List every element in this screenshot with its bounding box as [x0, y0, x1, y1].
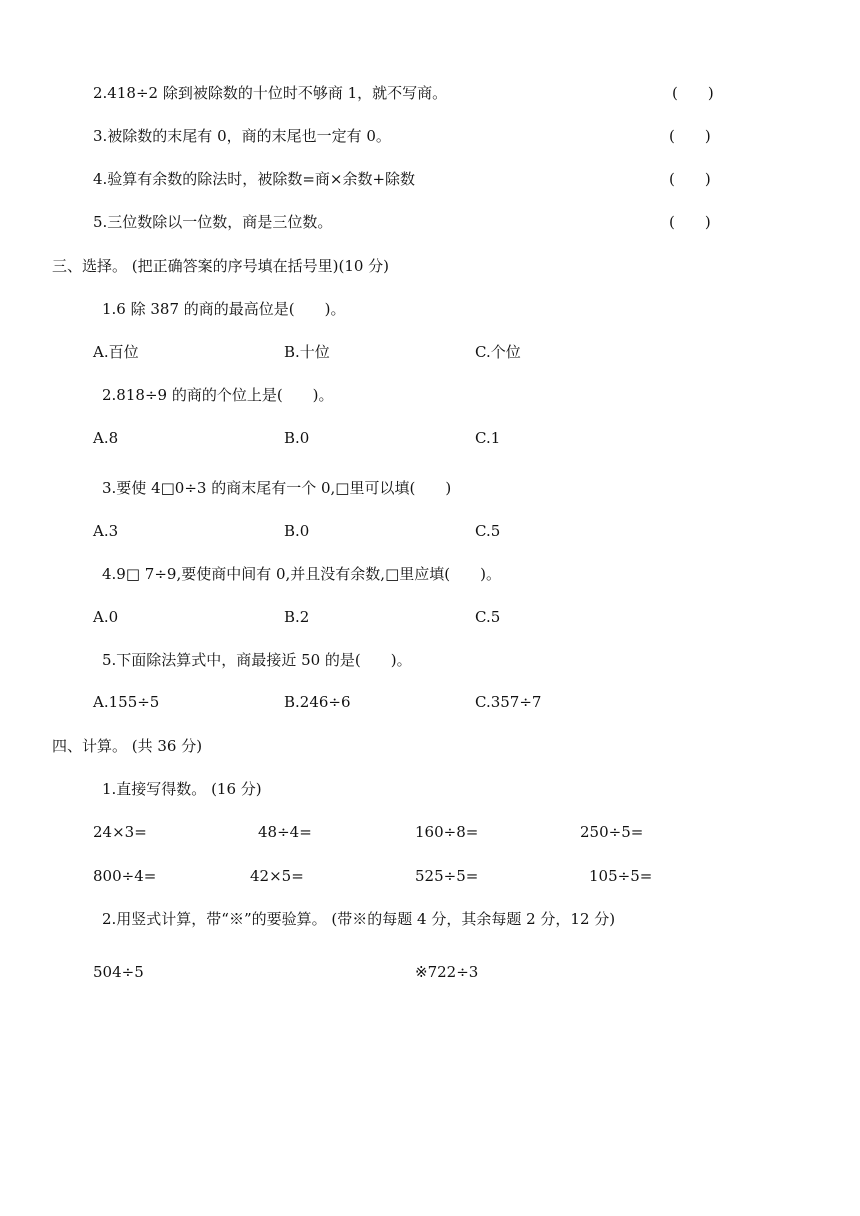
- answer-paren: ( ): [669, 127, 711, 145]
- judge-item-2: 2.418÷2 除到被除数的十位时不够商 1，就不写商。: [93, 84, 448, 102]
- judge-item-5: 5.三位数除以一位数，商是三位数。: [93, 213, 333, 231]
- judge-item-3: 3.被除数的末尾有 0，商的末尾也一定有 0。: [93, 127, 391, 145]
- mental-math-item: 42×5=: [250, 867, 304, 885]
- vertical-calc-problem: ※722÷3: [415, 963, 479, 981]
- choice-option: B.十位: [284, 343, 330, 361]
- section-heading-calc: 四、计算。 (共 36 分): [52, 737, 203, 755]
- choice-option: A.百位: [93, 343, 139, 361]
- choice-question-3: 3.要使 4□0÷3 的商末尾有一个 0,□里可以填( ): [102, 479, 452, 497]
- choice-option: A.155÷5: [93, 693, 160, 711]
- answer-paren: ( ): [669, 213, 711, 231]
- choice-question-2: 2.818÷9 的商的个位上是( )。: [102, 386, 334, 404]
- choice-question-5: 5.下面除法算式中，商最接近 50 的是( )。: [102, 651, 412, 669]
- choice-option: C.1: [475, 429, 501, 447]
- calc-part1-title: 1.直接写得数。 (16 分): [102, 780, 262, 798]
- section-heading-choice: 三、选择。 (把正确答案的序号填在括号里)(10 分): [52, 257, 390, 275]
- vertical-calc-problem: 504÷5: [93, 963, 144, 981]
- choice-option: B.246÷6: [284, 693, 351, 711]
- answer-paren: ( ): [669, 170, 711, 188]
- choice-option: C.5: [475, 522, 501, 540]
- choice-option: B.2: [284, 608, 310, 626]
- calc-part2-title: 2.用竖式计算，带“※”的要验算。 (带※的每题 4 分，其余每题 2 分，12 分): [102, 910, 616, 928]
- choice-option: A.0: [93, 608, 119, 626]
- choice-option: C.5: [475, 608, 501, 626]
- mental-math-item: 24×3=: [93, 823, 147, 841]
- choice-option: C.个位: [475, 343, 521, 361]
- choice-option: A.8: [93, 429, 119, 447]
- mental-math-item: 48÷4=: [258, 823, 312, 841]
- choice-option: A.3: [93, 522, 119, 540]
- choice-option: B.0: [284, 522, 310, 540]
- mental-math-item: 105÷5=: [589, 867, 653, 885]
- judge-item-4: 4.验算有余数的除法时，被除数=商×余数+除数: [93, 170, 416, 188]
- choice-question-1: 1.6 除 387 的商的最高位是( )。: [102, 300, 346, 318]
- choice-option: B.0: [284, 429, 310, 447]
- mental-math-item: 525÷5=: [415, 867, 479, 885]
- answer-paren: ( ): [672, 84, 714, 102]
- mental-math-item: 160÷8=: [415, 823, 479, 841]
- mental-math-item: 800÷4=: [93, 867, 157, 885]
- mental-math-item: 250÷5=: [580, 823, 644, 841]
- choice-option: C.357÷7: [475, 693, 542, 711]
- choice-question-4: 4.9□ 7÷9,要使商中间有 0,并且没有余数,□里应填( )。: [102, 565, 501, 583]
